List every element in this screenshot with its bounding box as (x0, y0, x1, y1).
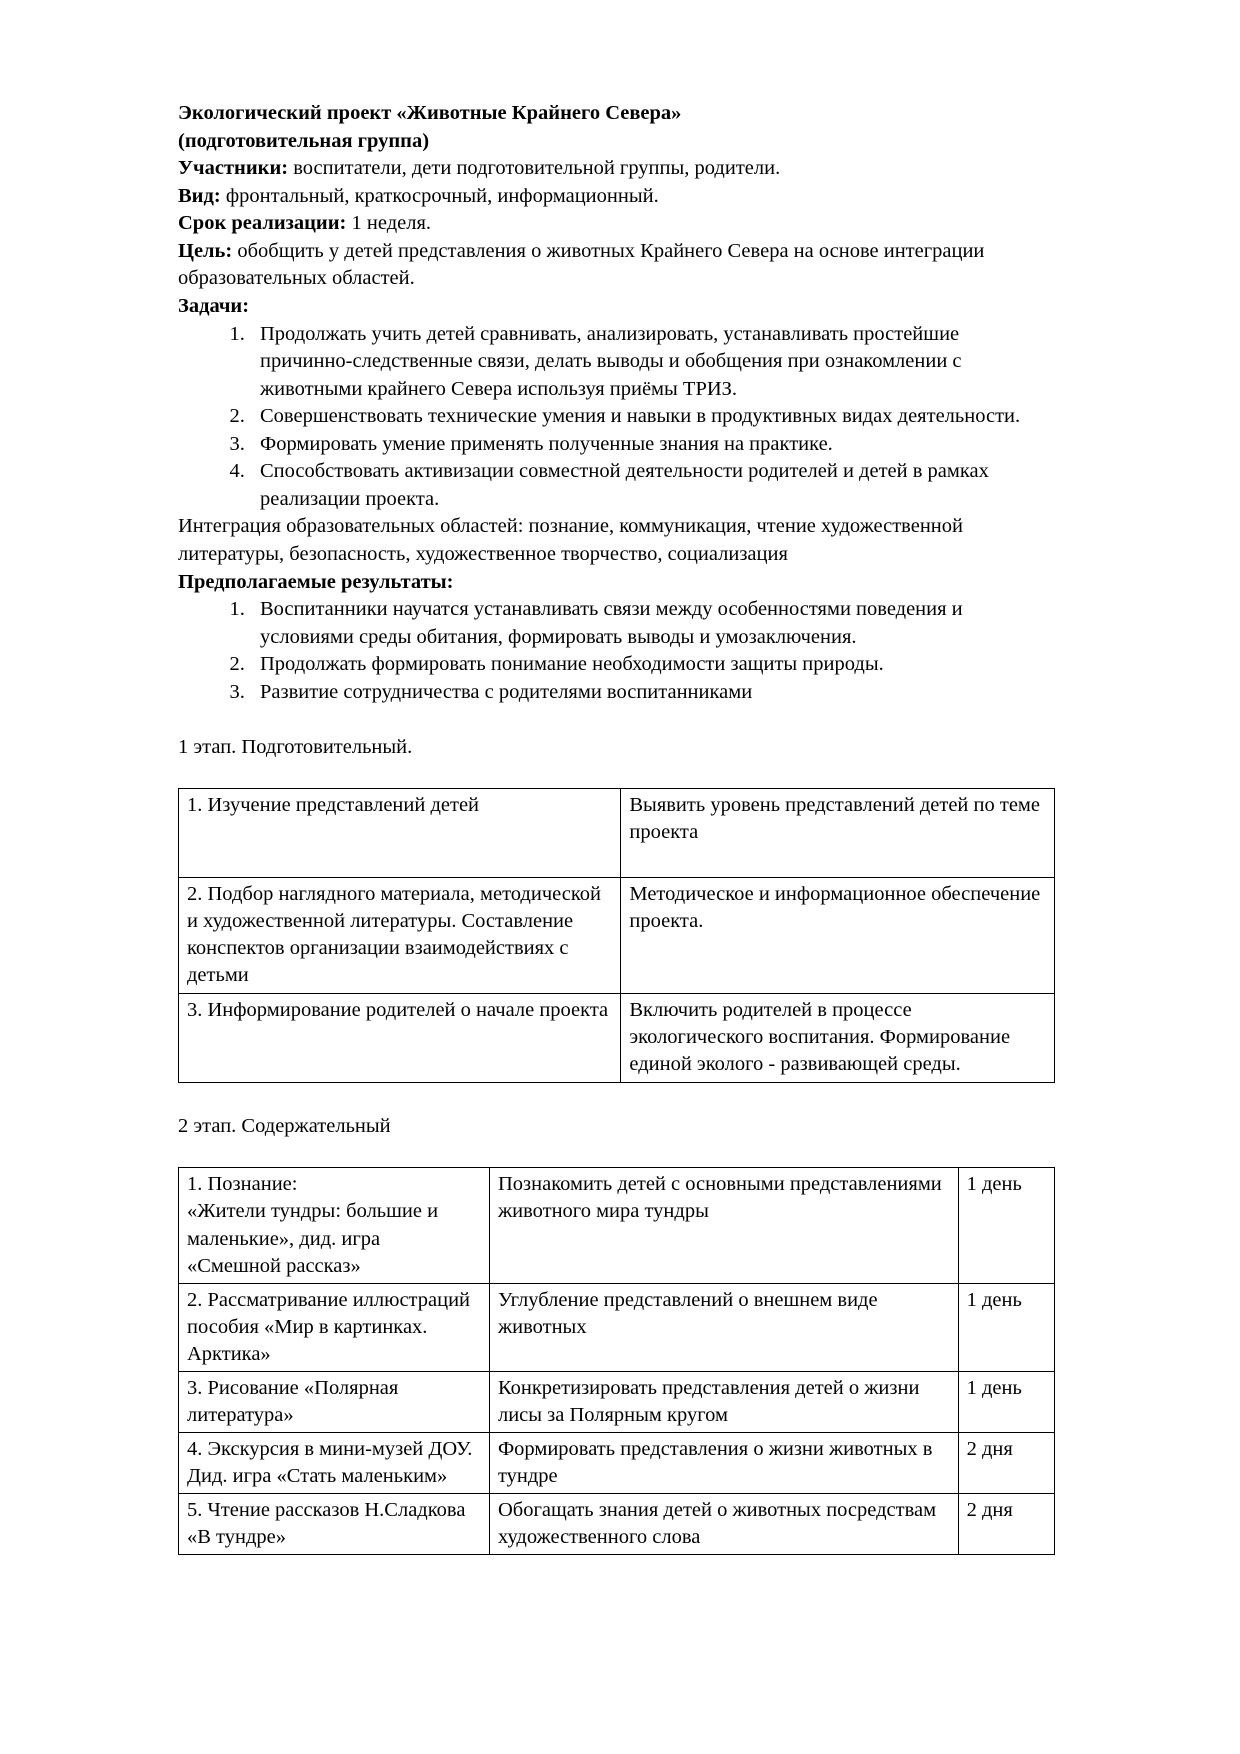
stage2-activity-1: 1. Познание: «Жители тундры: большие и маленькие», дид. игра «Смешной рассказ» (179, 1168, 490, 1283)
field-participants-label: Участники: (178, 157, 289, 180)
list-item: 2. Продолжать формировать понимание необходимости защиты природы. (250, 651, 1055, 679)
stage1-goal-2: Методическое и информационное обеспечение проекта. (621, 877, 1055, 993)
list-item: 3. Формировать умение применять полученные знания на практике. (250, 431, 1055, 459)
stage2-table (178, 1167, 1055, 1555)
stage2-goal-2: Углубление представлений о внешнем виде животных (489, 1283, 958, 1371)
field-type-value: фронтальный, краткосрочный, информационный. (220, 184, 659, 207)
results-list (178, 596, 1055, 706)
spacer (178, 706, 1055, 734)
stage2-goal-3: Конкретизировать представления детей о жизни лисы за Полярным кругом (489, 1371, 958, 1432)
table-row (179, 1283, 1055, 1371)
table-row (179, 1371, 1055, 1432)
table-row (179, 1168, 1055, 1283)
stage2-duration-1: 1 день (958, 1168, 1054, 1283)
document-body (178, 100, 1055, 1555)
table-row (179, 1493, 1055, 1554)
table-row (179, 877, 1055, 993)
stage2-duration-5: 2 дня (958, 1493, 1054, 1554)
document-title-line2: (подготовительная группа) (178, 129, 430, 152)
list-item: 1. Продолжать учить детей сравнивать, анализировать, устанавливать простейшие причинно-следственные связи, делать выводы и обобщения при ознакомлении с животными крайнего Севера используя приёмы ТРИЗ. (250, 321, 1055, 404)
field-type-label: Вид: (178, 184, 221, 207)
field-type (178, 183, 1055, 211)
stage2-goal-1: Познакомить детей с основными представлениями животного мира тундры (489, 1168, 958, 1283)
field-participants-value: воспитатели, дети подготовительной группы, родители. (288, 157, 781, 180)
stage2-duration-4: 2 дня (958, 1432, 1054, 1493)
list-item: 2. Совершенствовать технические умения и навыки в продуктивных видах деятельности. (250, 403, 1055, 431)
stage2-activity-2: 2. Рассматривание иллюстраций пособия «Мир в картинках. Арктика» (179, 1283, 490, 1371)
list-item: 3. Развитие сотрудничества с родителями воспитанниками (250, 679, 1055, 707)
document-title-line1: Экологический проект «Животные Крайнего Севера» (178, 102, 682, 124)
table-row (179, 1432, 1055, 1493)
stage2-duration-2: 1 день (958, 1283, 1054, 1371)
field-goal (178, 238, 1055, 293)
stage1-activity-3: 3. Информирование родителей о начале проекта (179, 993, 621, 1082)
field-term-value: 1 неделя. (346, 212, 432, 235)
table-row (179, 789, 1055, 877)
stage1-activity-1: 1. Изучение представлений детей (179, 789, 621, 877)
results-heading: Предполагаемые результаты: (178, 570, 454, 593)
stage2-goal-5: Обогащать знания детей о животных посредствам художественного слова (489, 1493, 958, 1554)
tasks-heading: Задачи: (178, 294, 250, 317)
stage2-label: 2 этап. Содержательный (178, 1114, 391, 1137)
table-row (179, 993, 1055, 1082)
field-goal-value: обобщить у детей представления о животных Крайнего Севера на основе интеграции образовательных областей. (178, 239, 985, 290)
stage2-duration-3: 1 день (958, 1371, 1054, 1432)
integration-paragraph: Интеграция образовательных областей: познание, коммуникация, чтение художественной литературы, безопасность, художественное творчество, социализация (178, 515, 963, 565)
tasks-list (178, 321, 1055, 514)
field-term-label: Срок реализации: (178, 212, 347, 235)
stage1-label: 1 этап. Подготовительный. (178, 735, 413, 758)
field-participants (178, 155, 1055, 183)
field-term (178, 210, 1055, 238)
stage2-activity-4: 4. Экскурсия в мини-музей ДОУ. Дид. игра «Стать маленьким» (179, 1432, 490, 1493)
stage1-activity-2: 2. Подбор наглядного материала, методической и художественной литературы. Составление конспектов организации взаимодействиях с детьми (179, 877, 621, 993)
stage1-goal-1: Выявить уровень представлений детей по теме проекта (621, 789, 1055, 877)
stage1-goal-3: Включить родителей в процессе экологического воспитания. Формирование единой эколого - развивающей среды. (621, 993, 1055, 1082)
list-item: 4. Способствовать активизации совместной деятельности родителей и детей в рамках реализации проекта. (250, 458, 1055, 513)
field-goal-label: Цель: (178, 239, 233, 262)
spacer (178, 1083, 1055, 1113)
stage2-activity-3: 3. Рисование «Полярная литература» (179, 1371, 490, 1432)
stage2-goal-4: Формировать представления о жизни животных в тундре (489, 1432, 958, 1493)
list-item: 1. Воспитанники научатся устанавливать связи между особенностями поведения и условиями среды обитания, формировать выводы и умозаключения. (250, 596, 1055, 651)
stage2-activity-5: 5. Чтение рассказов Н.Сладкова «В тундре» (179, 1493, 490, 1554)
stage1-table (178, 788, 1055, 1082)
